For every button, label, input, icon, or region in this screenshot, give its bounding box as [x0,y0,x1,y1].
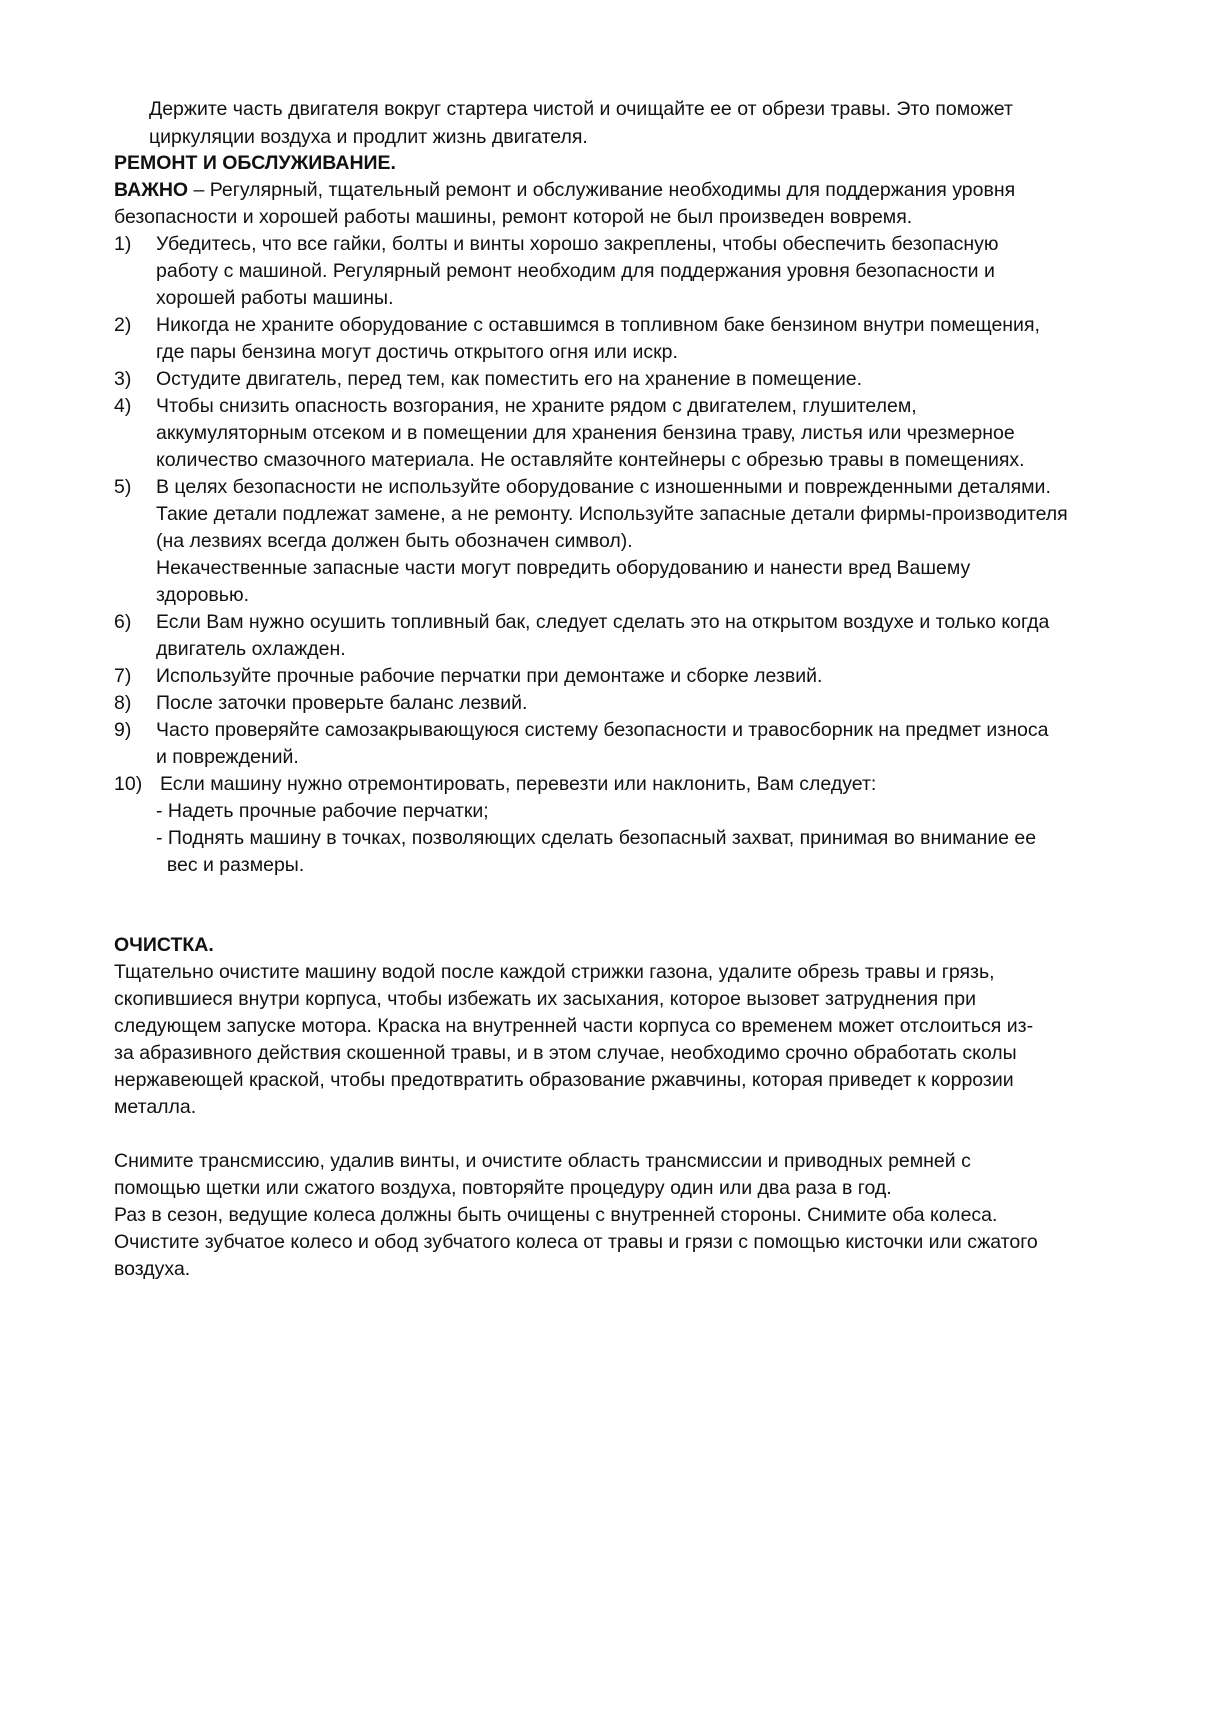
cleaning-para1-line-6: металла. [114,1096,197,1118]
list-item-5-line-3: (на лезвиях всегда должен быть обозначен символ). [156,530,633,552]
cleaning-heading: ОЧИСТКА. [114,934,214,956]
list-item-3-number: 3) [114,368,132,390]
list-item-1-number: 1) [114,233,132,255]
important-text-1: – Регулярный, тщательный ремонт и обслуживание необходимы для поддержания уровня [188,179,1016,201]
cleaning-para2-line-2: помощью щетки или сжатого воздуха, повторяйте процедуру один или два раза в год. [114,1177,892,1199]
list-item-10-line-1: Если машину нужно отремонтировать, перевезти или наклонить, Вам следует: [160,773,877,795]
cleaning-para2-line-4: Очистите зубчатое колесо и обод зубчатого колеса от травы и грязи с помощью кисточки или сжатого [114,1231,1038,1253]
cleaning-para1-line-2: скопившиеся внутри корпуса, чтобы избежать их засыхания, которое вызовет затруднения при [114,988,976,1010]
cleaning-para2-line-1: Снимите трансмиссию, удалив винты, и очистите область трансмиссии и приводных ремней с [114,1150,971,1172]
important-paragraph-line-2: безопасности и хорошей работы машины, ремонт которой не был произведен вовремя. [114,206,913,228]
list-item-3-line-1: Остудите двигатель, перед тем, как поместить его на хранение в помещение. [156,368,863,390]
list-item-2-line-2: где пары бензина могут достичь открытого огня или искр. [156,341,678,363]
list-item-8-line-1: После заточки проверьте баланс лезвий. [156,692,528,714]
cleaning-para1-line-4: за абразивного действия скошенной травы, и в этом случае, необходимо срочно обработать сколы [114,1042,1017,1064]
list-item-8-number: 8) [114,692,132,714]
list-item-5-line-4: Некачественные запасные части могут повредить оборудованию и нанести вред Вашему [156,557,971,579]
cleaning-para1-line-1: Тщательно очистите машину водой после каждой стрижки газона, удалите обрезь травы и грязь, [114,961,995,983]
list-item-4-line-1: Чтобы снизить опасность возгорания, не храните рядом с двигателем, глушителем, [156,395,917,417]
list-item-5-line-1: В целях безопасности не используйте оборудование с изношенными и поврежденными деталями. [156,476,1051,498]
cleaning-para1-line-3: следующем запуске мотора. Краска на внутренней части корпуса со временем может отслоиться из- [114,1015,1034,1037]
list-item-9-number: 9) [114,719,132,741]
list-item-9-line-2: и повреждений. [156,746,299,768]
list-item-4-line-3: количество смазочного материала. Не оставляйте контейнеры с обрезью травы в помещениях. [156,449,1025,471]
list-item-6-number: 6) [114,611,132,633]
list-item-2-line-1: Никогда не храните оборудование с оставшимся в топливном баке бензином внутри помещения, [156,314,1040,336]
important-label: ВАЖНО [114,179,189,201]
list-item-2-number: 2) [114,314,132,336]
cleaning-para2-line-3: Раз в сезон, ведущие колеса должны быть очищены с внутренней стороны. Снимите оба колеса. [114,1204,998,1226]
list-item-1-line-2: работу с машиной. Регулярный ремонт необходим для поддержания уровня безопасности и [156,260,995,282]
list-item-6-line-1: Если Вам нужно осушить топливный бак, следует сделать это на открытом воздухе и только когда [156,611,1050,633]
list-item-7-number: 7) [114,665,132,687]
intro-line-2: циркуляции воздуха и продлит жизнь двигателя. [149,126,588,148]
cleaning-para2-line-5: воздуха. [114,1258,191,1280]
list-item-4-line-2: аккумуляторным отсеком и в помещении для хранения бензина траву, листья или чрезмерное [156,422,1015,444]
important-paragraph-line-1 [114,177,1015,204]
list-item-1-line-1: Убедитесь, что все гайки, болты и винты хорошо закреплены, чтобы обеспечить безопасную [156,233,999,255]
list-item-5-line-2: Такие детали подлежат замене, а не ремонту. Используйте запасные детали фирмы-производителя [156,503,1068,525]
sub-item-2: - Поднять машину в точках, позволяющих сделать безопасный захват, принимая во внимание ее [156,827,1037,849]
repair-heading: РЕМОНТ И ОБСЛУЖИВАНИЕ. [114,152,396,174]
list-item-5-line-5: здоровью. [156,584,249,606]
list-item-7-line-1: Используйте прочные рабочие перчатки при демонтаже и сборке лезвий. [156,665,823,687]
intro-line-1: Держите часть двигателя вокруг стартера чистой и очищайте ее от обрези травы. Это поможет [149,98,1013,120]
list-item-1-line-3: хорошей работы машины. [156,287,394,309]
list-item-10-number: 10) [114,773,143,795]
sub-item-1: - Надеть прочные рабочие перчатки; [156,800,489,822]
list-item-4-number: 4) [114,395,132,417]
list-item-5-number: 5) [114,476,132,498]
list-item-9-line-1: Часто проверяйте самозакрывающуюся систему безопасности и травосборник на предмет износа [156,719,1049,741]
list-item-6-line-2: двигатель охлажден. [156,638,346,660]
sub-item-2-continuation: вес и размеры. [156,854,305,876]
cleaning-para1-line-5: нержавеющей краской, чтобы предотвратить образование ржавчины, которая приведет к коррозии [114,1069,1014,1091]
